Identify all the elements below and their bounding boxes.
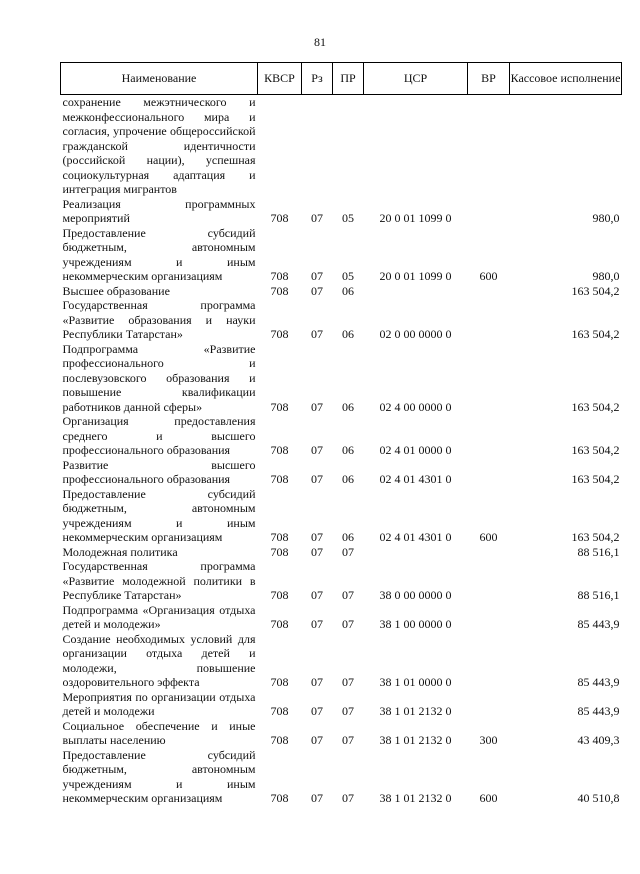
row-amount-cell: 85 443,9 — [577, 675, 620, 689]
row-rz-cell: 07 — [311, 588, 323, 602]
row-rz-cell: 07 — [311, 544, 323, 559]
table-row — [61, 559, 622, 603]
table-row — [61, 458, 622, 487]
row-rz-cell: 07 — [311, 269, 323, 283]
row-amount-cell: 88 516,1 — [577, 588, 620, 602]
row-amount-cell: 980,0 — [592, 269, 620, 283]
budget-table — [60, 62, 622, 806]
row-pr-cell: 07 — [342, 733, 354, 747]
row-amount-cell: 163 504,2 — [571, 443, 620, 457]
row-rz-cell: 07 — [311, 211, 323, 225]
row-amount-cell: 980,0 — [592, 211, 620, 225]
row-name-cell: Развитие высшего профессионального образования — [62, 457, 256, 486]
row-kvsr-cell: 708 — [270, 327, 289, 341]
row-vr-cell — [468, 545, 510, 560]
row-amount-cell: 163 504,2 — [571, 399, 620, 414]
row-vr-cell — [468, 603, 510, 632]
row-csr-cell: 02 0 00 0000 0 — [379, 327, 452, 341]
row-csr-cell — [364, 95, 468, 197]
page-number: 81 — [314, 35, 326, 49]
col-header-csr: ЦСР — [364, 63, 468, 95]
row-name-cell: Подпрограмма «Развитие профессионального и послевузовского образования и повышение квалификации работников данной сферы» — [62, 341, 256, 414]
row-vr-cell — [468, 559, 510, 603]
row-pr-cell: 07 — [342, 675, 354, 689]
table-row — [61, 632, 622, 690]
row-amount-cell: 85 443,9 — [577, 617, 620, 631]
row-amount-cell: 85 443,9 — [577, 704, 620, 718]
row-csr-cell: 38 0 00 0000 0 — [379, 588, 452, 602]
row-name-cell: Реализация программных мероприятий — [62, 196, 256, 225]
table-header-row — [61, 63, 622, 95]
row-vr-cell — [468, 632, 510, 690]
row-csr-cell: 02 4 01 4301 0 — [379, 472, 452, 486]
row-pr-cell: 07 — [342, 617, 354, 631]
table-row — [61, 226, 622, 284]
row-pr-cell: 06 — [342, 472, 354, 486]
row-kvsr-cell: 708 — [270, 443, 289, 457]
row-amount-cell — [510, 95, 622, 197]
col-header-amount: Кассовое исполнение — [510, 63, 622, 95]
row-name-cell: Организация предоставления среднего и высшего профессионального образования — [62, 414, 256, 457]
row-rz-cell: 07 — [311, 791, 323, 805]
col-header-pr: ПР — [333, 63, 364, 95]
row-kvsr-cell: 708 — [270, 617, 289, 631]
row-vr-cell: 300 — [479, 733, 498, 747]
row-pr-cell: 06 — [342, 443, 354, 457]
row-amount-cell: 88 516,1 — [577, 544, 620, 559]
row-pr-cell: 05 — [342, 211, 354, 225]
row-pr-cell: 07 — [342, 704, 354, 718]
table-row — [61, 414, 622, 458]
row-name-cell: Государственная программа «Развитие образования и науки Республики Татарстан» — [62, 298, 256, 341]
row-pr-cell: 06 — [342, 327, 354, 341]
row-csr-cell: 38 1 01 2132 0 — [379, 791, 452, 805]
row-name-cell: Молодежная политика — [62, 544, 178, 559]
col-header-name: Наименование — [61, 63, 258, 95]
row-csr-cell: 38 1 00 0000 0 — [379, 617, 452, 631]
table-row — [61, 690, 622, 719]
table-row — [61, 197, 622, 226]
row-name-cell: сохранение межэтнического и межконфессионального мира и согласия, упрочение общероссийской гражданской идентичности (российской нации), успешная социокультурная адаптация и интеграция мигрантов — [62, 95, 256, 196]
col-header-rz: Рз — [302, 63, 333, 95]
row-kvsr-cell: 708 — [270, 269, 289, 283]
row-vr-cell — [468, 414, 510, 458]
row-vr-cell — [468, 690, 510, 719]
row-csr-cell — [364, 284, 468, 299]
row-rz-cell: 07 — [311, 704, 323, 718]
row-pr-cell: 05 — [342, 269, 354, 283]
row-pr-cell: 07 — [342, 544, 354, 559]
table-row — [61, 719, 622, 748]
row-rz-cell: 07 — [311, 530, 323, 544]
row-name-cell: Высшее образование — [62, 283, 170, 298]
row-kvsr-cell: 708 — [270, 283, 289, 298]
table-row — [61, 298, 622, 342]
table-row — [61, 603, 622, 632]
row-name-cell: Создание необходимых условий для организации отдыха детей и молодежи, повышение оздоровительного эффекта — [62, 631, 256, 689]
row-kvsr-cell: 708 — [270, 588, 289, 602]
row-amount-cell: 163 504,2 — [571, 530, 620, 544]
row-name-cell: Мероприятия по организации отдыха детей и молодежи — [62, 689, 256, 718]
row-vr-cell — [468, 284, 510, 299]
row-rz-cell — [302, 95, 333, 197]
row-rz-cell: 07 — [311, 283, 323, 298]
row-rz-cell: 07 — [311, 443, 323, 457]
row-rz-cell: 07 — [311, 472, 323, 486]
row-csr-cell: 20 0 01 1099 0 — [379, 269, 452, 283]
row-name-cell: Предоставление субсидий бюджетным, автономным учреждениям и иным некоммерческим организациям — [62, 486, 256, 544]
row-vr-cell: 600 — [479, 269, 498, 283]
row-kvsr-cell: 708 — [270, 675, 289, 689]
table-row — [61, 487, 622, 545]
row-vr-cell — [468, 458, 510, 487]
row-rz-cell: 07 — [311, 617, 323, 631]
row-kvsr-cell — [258, 95, 302, 197]
row-vr-cell: 600 — [479, 791, 498, 805]
table-row — [61, 545, 622, 560]
row-rz-cell: 07 — [311, 399, 323, 414]
row-rz-cell: 07 — [311, 675, 323, 689]
row-pr-cell: 06 — [342, 399, 354, 414]
row-pr-cell: 07 — [342, 791, 354, 805]
row-kvsr-cell: 708 — [270, 791, 289, 805]
row-amount-cell: 40 510,8 — [577, 791, 620, 805]
row-kvsr-cell: 708 — [270, 472, 289, 486]
row-vr-cell: 600 — [479, 530, 498, 544]
row-csr-cell: 02 4 01 4301 0 — [379, 530, 452, 544]
row-amount-cell: 163 504,2 — [571, 472, 620, 486]
row-csr-cell: 38 1 01 0000 0 — [379, 675, 452, 689]
row-csr-cell: 38 1 01 2132 0 — [379, 733, 452, 747]
col-header-kvsr: КВСР — [258, 63, 302, 95]
row-pr-cell: 06 — [342, 530, 354, 544]
col-header-vr: ВР — [468, 63, 510, 95]
table-row — [61, 284, 622, 299]
row-kvsr-cell: 708 — [270, 399, 289, 414]
row-amount-cell: 163 504,2 — [571, 327, 620, 341]
row-rz-cell: 07 — [311, 327, 323, 341]
row-pr-cell: 07 — [342, 588, 354, 602]
row-name-cell: Предоставление субсидий бюджетным, автономным учреждениям и иным некоммерческим организациям — [62, 225, 256, 283]
row-amount-cell: 163 504,2 — [571, 283, 620, 298]
row-name-cell: Подпрограмма «Организация отдыха детей и молодежи» — [62, 602, 256, 631]
row-kvsr-cell: 708 — [270, 544, 289, 559]
row-kvsr-cell: 708 — [270, 211, 289, 225]
row-kvsr-cell: 708 — [270, 704, 289, 718]
row-pr-cell: 06 — [342, 283, 354, 298]
row-name-cell: Предоставление субсидий бюджетным, автономным учреждениям и иным некоммерческим организациям — [62, 747, 256, 805]
table-row — [61, 748, 622, 806]
table-row — [61, 342, 622, 415]
row-vr-cell — [468, 342, 510, 415]
row-csr-cell — [364, 545, 468, 560]
row-vr-cell — [468, 197, 510, 226]
row-pr-cell — [333, 95, 364, 197]
row-vr-cell — [468, 95, 510, 197]
row-kvsr-cell: 708 — [270, 733, 289, 747]
table-row — [61, 95, 622, 197]
row-name-cell: Государственная программа «Развитие молодежной политики в Республике Татарстан» — [62, 559, 256, 602]
row-csr-cell: 02 4 01 0000 0 — [379, 443, 452, 457]
row-kvsr-cell: 708 — [270, 530, 289, 544]
row-vr-cell — [468, 298, 510, 342]
row-csr-cell: 38 1 01 2132 0 — [379, 704, 452, 718]
row-name-cell: Социальное обеспечение и иные выплаты населению — [62, 718, 256, 747]
row-rz-cell: 07 — [311, 733, 323, 747]
row-amount-cell: 43 409,3 — [577, 733, 620, 747]
row-csr-cell: 20 0 01 1099 0 — [379, 211, 452, 225]
row-csr-cell: 02 4 00 0000 0 — [379, 399, 452, 414]
